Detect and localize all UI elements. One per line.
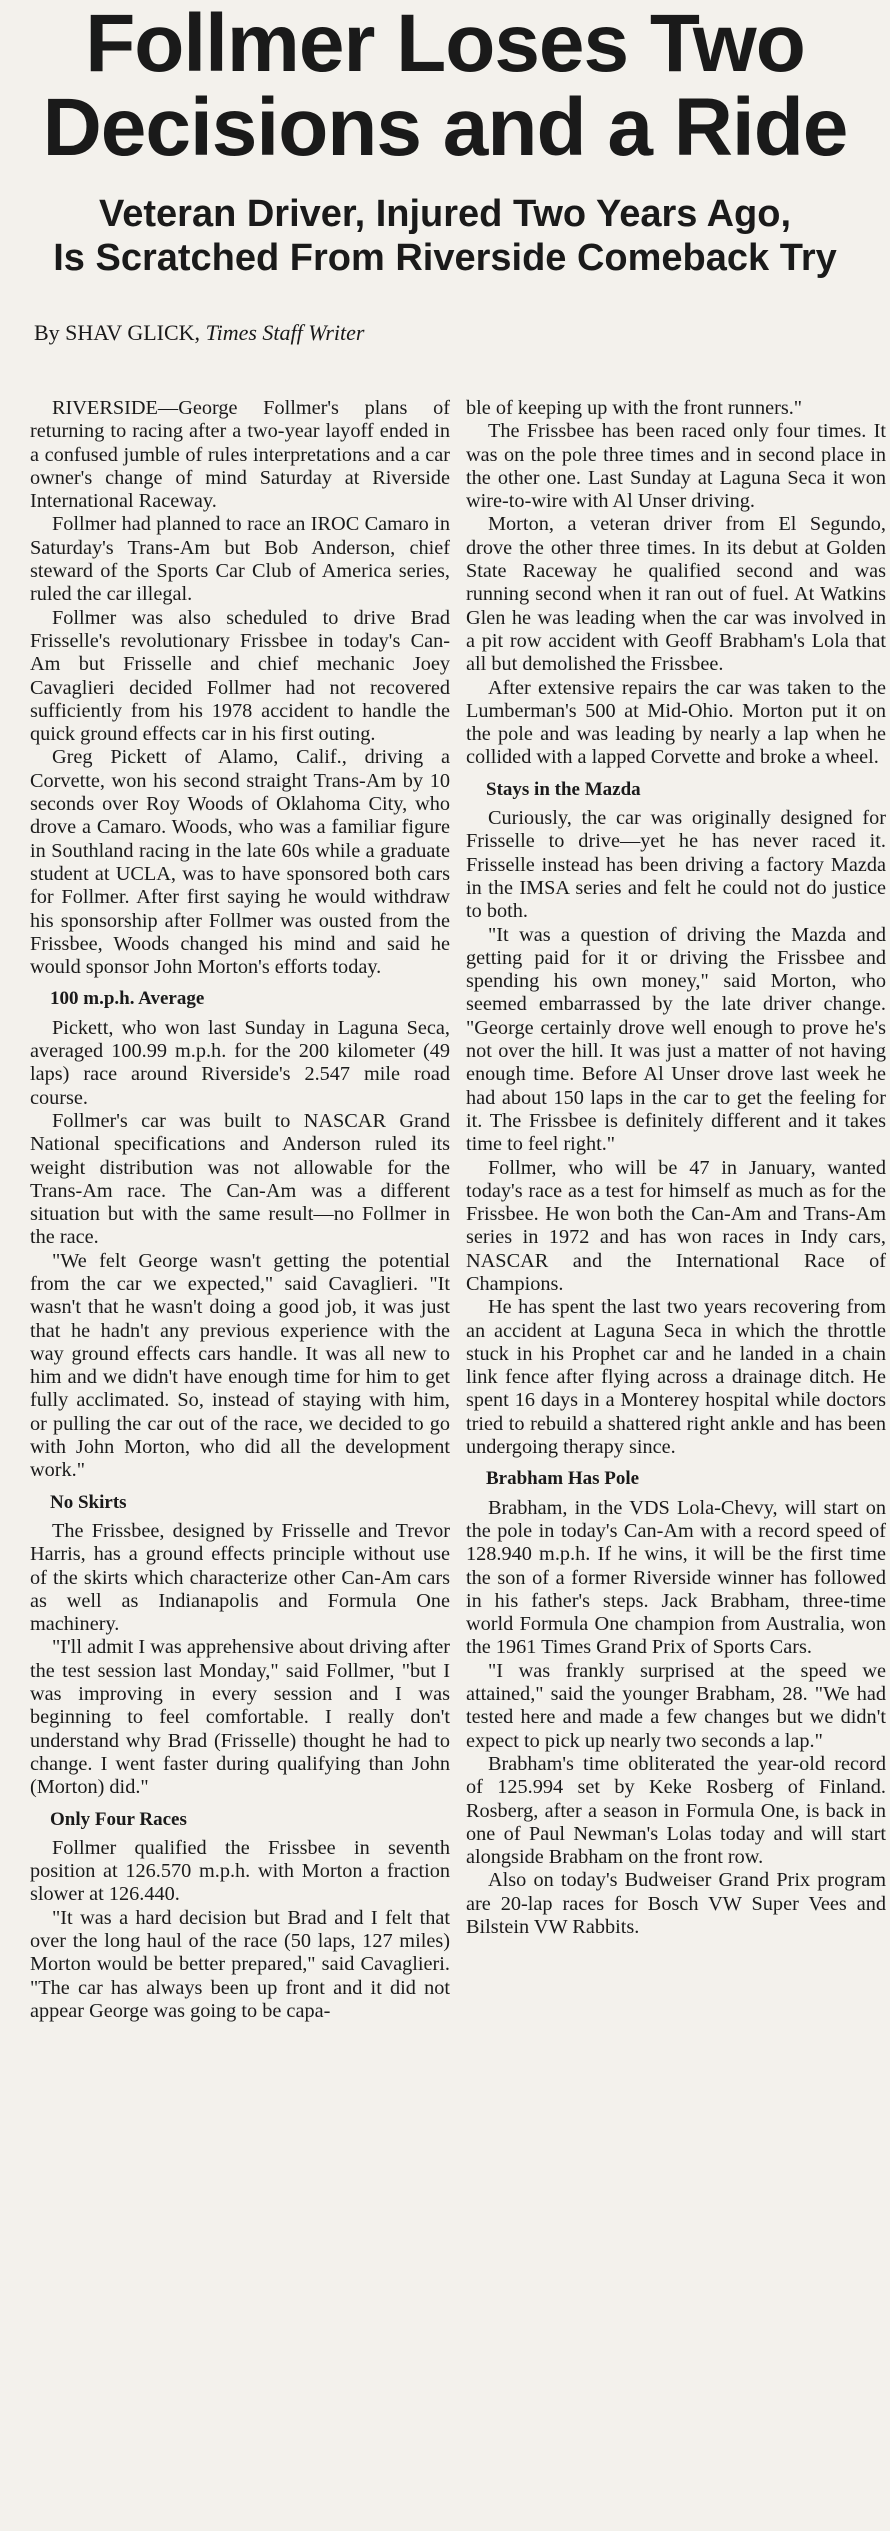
article-paragraph: Brabham, in the VDS Lola-Chevy, will start on the pole in today's Can-Am with a record speed of 128.940 m.p.h. If he wins, it will be the first time the son of a former Riverside winner has followed in his father's steps. Jack Brabham, three-time world Formula One champion from Australia, won the 1961 Times Grand Prix of Sports Cars. <box>466 1496 886 1659</box>
article-paragraph: Pickett, who won last Sunday in Laguna Seca, averaged 100.99 m.p.h. for the 200 kilometer (49 laps) race around Riverside's 2.547 mile road course. <box>30 1016 450 1109</box>
article-paragraph: ble of keeping up with the front runners." <box>466 397 803 419</box>
section-heading: Brabham Has Pole <box>486 1468 640 1490</box>
article-paragraph: "We felt George wasn't getting the potential from the car we expected," said Cavaglieri. "It wasn't that he wasn't doing a good job, it was just that he hadn't any previous experience with the way ground effects cars handle. It was all new to him and we didn't have enough time for him to get fully acclimated. So, instead of staying with him, or pulling the car out of the race, we decided to go with John Morton, who did all the development work." <box>30 1249 450 1482</box>
section-heading: 100 m.p.h. Average <box>50 988 205 1010</box>
article-paragraph: After extensive repairs the car was taken to the Lumberman's 500 at Mid-Ohio. Morton put it on the pole and was leading by nearly a lap when he collided with a lapped Corvette and broke a wheel. <box>466 676 886 769</box>
article-paragraph: He has spent the last two years recovering from an accident at Laguna Seca in which the throttle stuck in his Prophet car and he landed in a chain link fence after flying across a drainage ditch. He spent 16 days in a Monterey hospital while doctors tried to rebuild a shattered right ankle and has been undergoing therapy since. <box>466 1296 886 1459</box>
article-paragraph: Morton, a veteran driver from El Segundo, drove the other three times. In its debut at Golden State Raceway he qualified second and was running second when it ran out of fuel. At Watkins Glen he was leading when the car was involved in a pit row accident with Geoff Brabham's Lola that all but demolished the Frissbee. <box>466 513 886 676</box>
right-column <box>466 397 886 2023</box>
section-heading: Stays in the Mazda <box>486 778 641 800</box>
section-heading: No Skirts <box>50 1491 127 1513</box>
left-column <box>30 397 450 2023</box>
article-paragraph: Follmer, who will be 47 in January, wanted today's race as a test for himself as much as for the Frissbee. He won both the Can-Am and Trans-Am series in 1972 and has won races in Indy cars, NASCAR and the International Race of Champions. <box>466 1156 886 1295</box>
byline <box>34 320 882 346</box>
headline-line-1: Follmer Loses Two <box>85 0 805 89</box>
article-paragraph: "I was frankly surprised at the speed we attained," said the younger Brabham, 28. "We had tested here and made a few changes but we didn't expect to pick up nearly two seconds a lap." <box>466 1659 886 1752</box>
byline-title: Times Staff Writer <box>205 320 365 345</box>
article-paragraph: Also on today's Budweiser Grand Prix program are 20-lap races for Bosch VW Super Vees and Bilstein VW Rabbits. <box>466 1869 886 1938</box>
headline-line-2: Decisions and a Ride <box>42 82 848 173</box>
article-paragraph: The Frissbee, designed by Frisselle and Trevor Harris, has a ground effects principle without use of the skirts which characterize other Can-Am cars as well as Indianapolis and Formula One machinery. <box>30 1519 450 1636</box>
article-paragraph: Follmer was also scheduled to drive Brad Frisselle's revolutionary Frissbee in today's Can-Am but Frisselle and chief mechanic Joey Cavaglieri decided Follmer had not recovered sufficiently from his 1978 accident to handle the quick ground effects car in his first outing. <box>30 606 450 746</box>
headline <box>8 0 882 173</box>
article-paragraph: Follmer's car was built to NASCAR Grand National specifications and Anderson ruled its weight distribution was not allowable for the Trans-Am race. The Can-Am was a different situation but with the same result—no Follmer in the race. <box>30 1109 450 1249</box>
article-paragraph: Brabham's time obliterated the year-old record of 125.994 set by Keke Rosberg of Finland. Rosberg, after a season in Formula One, is back in one of Paul Newman's Lolas today and will start alongside Brabham on the front row. <box>466 1752 886 1869</box>
article-paragraph: "It was a hard decision but Brad and I felt that over the long haul of the race (50 laps, 127 miles) Morton would be better prepared," said Cavaglieri. "The car has always been up front and it did not appear George was going to be capa- <box>30 1906 450 2022</box>
article-body <box>30 397 886 2023</box>
article-paragraph: Greg Pickett of Alamo, Calif., driving a Corvette, won his second straight Trans-Am by 10 seconds over Roy Woods of Oklahoma City, who drove a Camaro. Woods, who was a familiar figure in Southland racing in the late 60s while a graduate student at UCLA, was to have sponsored both cars for Follmer. After first saying he would withdraw his sponsorship after Follmer was ousted from the Frissbee, Woods changed his mind and said he would sponsor John Morton's efforts today. <box>30 746 450 979</box>
byline-author: By SHAV GLICK, <box>34 320 201 345</box>
article-paragraph: RIVERSIDE—George Follmer's plans of returning to racing after a two-year layoff ended in a confused jumble of rules interpretations and a car owner's change of mind Saturday at Riverside International Raceway. <box>30 397 450 513</box>
article-paragraph: Curiously, the car was originally designed for Frisselle to drive—yet he has never raced it. Frisselle instead has been driving a factory Mazda in the IMSA series and felt he could not do justice to both. <box>466 807 886 923</box>
subheadline-line-1: Veteran Driver, Injured Two Years Ago, <box>99 193 791 235</box>
article-paragraph: "It was a question of driving the Mazda and getting paid for it or driving the Frissbee and spending his own money," said Morton, who seemed embarrassed by the late driver change. "George certainly drove well enough to prove he's not over the hill. It was just a matter of not having enough time. Before Al Unser drove last week he had about 150 laps in the car to get the feeling for it. The Frissbee is definitely different and it takes time to feel right." <box>466 923 886 1156</box>
subheadline-line-2: Is Scratched From Riverside Comeback Try <box>53 237 837 279</box>
subheadline <box>8 192 882 280</box>
newspaper-clipping <box>0 2 890 2531</box>
section-heading: Only Four Races <box>50 1808 187 1830</box>
article-paragraph: The Frissbee has been raced only four times. It was on the pole three times and in second place in the other one. Last Sunday at Laguna Seca it won wire-to-wire with Al Unser driving. <box>466 420 886 513</box>
article-paragraph: Follmer had planned to race an IROC Camaro in Saturday's Trans-Am but Bob Anderson, chief steward of the Sports Car Club of America series, ruled the car illegal. <box>30 513 450 606</box>
article-paragraph: Follmer qualified the Frissbee in seventh position at 126.570 m.p.h. with Morton a fraction slower at 126.440. <box>30 1836 450 1906</box>
article-paragraph: "I'll admit I was apprehensive about driving after the test session last Monday," said Follmer, "but I was improving in every session and I was beginning to feel comfortable. I really don't understand why Brad (Frisselle) thought he had to change. I went faster during qualifying than John (Morton) did." <box>30 1636 450 1799</box>
